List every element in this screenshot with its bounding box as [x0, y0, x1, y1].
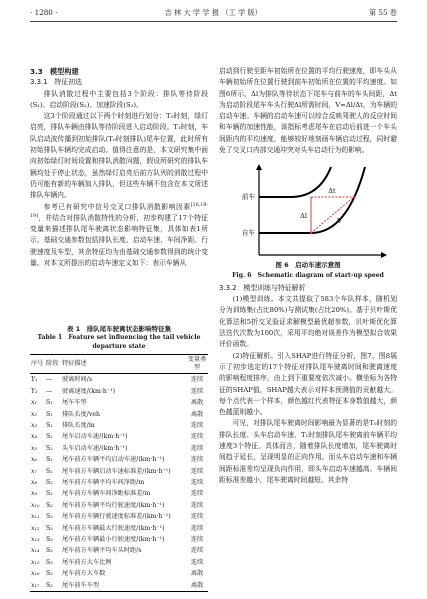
stage-cell: S₃	[46, 501, 53, 509]
table-row	[30, 409, 208, 420]
y-axis-arrow	[256, 164, 262, 170]
feature-description-cell: 尾车前车车型	[62, 581, 100, 589]
front-car-curve	[259, 167, 331, 197]
citation: [16,18-19]	[30, 202, 208, 219]
feature-description-cell: 尾车前方车辆平均行驶速度/(km·h⁻¹)	[62, 501, 165, 509]
table-block	[30, 321, 208, 592]
paragraph-training: (1)模型训练。本文共提取了583个车队样本，随机划分为训练集(占比80%)与测试集(占比20%)。基于贝叶斯优化算法和5折交叉验证求解模型最优超参数，贝叶斯优化算法迭代次数为100次，采用平均绝对误差作为模型拟合效果评价函数。	[219, 295, 397, 349]
table-row	[30, 557, 208, 568]
feature-symbol-cell: x₁	[31, 399, 37, 407]
variable-type-cell: 连续	[190, 558, 204, 566]
table-row	[30, 431, 208, 442]
feature-description-cell: 尾车前方大车数	[62, 570, 106, 578]
stage-cell: S₂	[46, 478, 53, 486]
stage-cell: S₂	[46, 467, 53, 475]
table-row	[30, 386, 208, 397]
feature-symbol-cell: x₆	[31, 456, 37, 464]
variable-type-cell: 连续	[190, 478, 204, 486]
feature-symbol-cell: x₁₇	[31, 581, 40, 589]
stage-cell: —	[46, 387, 53, 395]
feature-description-cell: 驶离速度/(km·h⁻¹)	[62, 387, 115, 395]
paragraph-analysis: (2)特征解析。引入SHAP进行特征分析，图7、图8展示了初步选定的17个特征对排队尾车驶离时间和驶离速度的影响程度排序，由上到下重要度依次减小。横坐标为各特征的SHAP值，SHAP越大表示对样本预测值的贡献越大。每个点代表一个样本，颜色越红代表特征本身数值越大，颜色越蓝则越小。	[219, 351, 397, 417]
paragraph-stages: 排队消散过程中主要包括3个阶段：排队等待阶段(S₁)、启动阶段(S₂)、加速阶段(S₃)。	[30, 89, 208, 109]
feature-symbol-cell: x₈	[31, 478, 37, 486]
delta-l-label: Δl	[300, 212, 307, 221]
feature-description-cell: 尾车前方大车比例	[62, 558, 112, 566]
stage-cell: S₃	[46, 581, 53, 589]
variable-type-cell: 连续	[190, 433, 204, 441]
feature-symbol-cell: x₉	[31, 490, 37, 498]
table-row	[30, 420, 208, 431]
table-caption-en-line1: Table 1 Feature set influencing the tail vehicle	[37, 334, 201, 342]
front-car-label: 前车	[241, 193, 255, 202]
feature-description-cell: 尾车前方车辆车间净距标准差/m	[62, 490, 151, 498]
feature-symbol-cell: x₃	[31, 421, 37, 429]
variable-type-cell: 离散	[190, 399, 204, 407]
paragraph-text: 参考已有研究中信号交叉口排队消散影响因素	[43, 202, 191, 211]
stage-cell: S₃	[46, 535, 53, 543]
figure-caption-en: Fig. 6 Schematic diagram of start-up speed	[232, 271, 384, 279]
feature-description-cell: 头车启动车速/(km·h⁻¹)	[62, 444, 128, 452]
figure-6	[219, 163, 397, 280]
feature-description-cell: 尾车前方车辆最小行驶速度/(km·h⁻¹)	[62, 535, 165, 543]
feature-symbol-cell: x₁₀	[31, 501, 40, 509]
table-row	[30, 523, 208, 534]
stage-cell: S₃	[46, 547, 53, 555]
table-caption-cn: 表 1 排队尾车驶离状态影响特征集	[66, 325, 172, 334]
table-header-stage: 阶段	[45, 355, 61, 374]
feature-symbol-cell: x₁₆	[31, 570, 40, 578]
variable-type-cell: 连续	[190, 535, 204, 543]
left-text-block	[30, 66, 208, 321]
table-row	[30, 545, 208, 556]
variable-type-cell: 离散	[190, 570, 204, 578]
right-column	[219, 66, 397, 592]
stage-cell: S₂	[46, 490, 53, 498]
table-header-description: 特征描述	[61, 355, 186, 374]
paragraph-features	[30, 202, 208, 270]
table-row	[30, 488, 208, 499]
table-body	[30, 374, 208, 592]
feature-symbol-cell: x₅	[31, 444, 37, 452]
feature-description-cell: 尾车前方车辆平均启动车速/(km·h⁻¹)	[62, 456, 165, 464]
feature-symbol-cell: Y₂	[31, 387, 38, 395]
variable-type-cell: 连续	[190, 387, 204, 395]
stage-cell: S₃	[46, 558, 53, 566]
section-heading: 3.3 模型构建	[30, 67, 79, 76]
variable-type-cell: 连续	[190, 376, 204, 384]
stage-cell: S₁	[46, 399, 53, 407]
variable-type-cell: 连续	[190, 490, 204, 498]
variable-type-cell: 连续	[190, 513, 204, 521]
feature-symbol-cell: x₇	[31, 467, 37, 475]
variable-type-cell: 离散	[190, 581, 204, 589]
feature-description-cell: 排队长度/m	[62, 421, 95, 429]
table-row	[30, 374, 208, 386]
feature-symbol-cell: x₄	[31, 433, 37, 441]
start-point	[310, 232, 313, 235]
feature-symbol-cell: x₁₁	[31, 513, 40, 521]
table-row	[30, 511, 208, 522]
variable-type-cell: 连续	[190, 444, 204, 452]
left-column	[30, 66, 208, 592]
feature-symbol-cell: x₁₂	[31, 524, 40, 532]
table-row	[30, 568, 208, 579]
subsection-heading: 3.3.1 特征初选	[30, 78, 82, 87]
table-row	[30, 443, 208, 454]
stage-cell: —	[46, 376, 53, 384]
feature-description-cell: 尾车前方车辆平均车头时距/s	[62, 547, 142, 555]
ego-car-curve	[259, 167, 365, 233]
table-header-row	[30, 355, 208, 374]
paragraph-continued: 启动到行驶至距车初始所在位置的平均行驶速度，即车头从车辆初始所在位置行驶到前车初始所在位置的平均速度。如图6所示，Δl为排队等待状态下尾车与前车的车头间距，Δt为启动阶段尾车车头行驶Δl所需时间，V=Δl/Δt，为车辆的启动车速。车辆的启动车速可以综合反映驾驶人的反应时间和车辆的加速性能，该指标考虑尾车在启动后前进一个车头间距内的平均速度，能够较好地刻画车辆启动过程，同时避免了交叉口内部交通冲突对头车启动行为的影响。	[219, 67, 397, 155]
stage-cell: S₁	[46, 410, 53, 418]
feature-table	[30, 354, 208, 592]
volume-number: 第 55 卷	[368, 8, 397, 17]
feature-description-cell: 尾车前方车辆最大行驶速度/(km·h⁻¹)	[62, 524, 165, 532]
variable-type-cell: 连续	[190, 547, 204, 555]
table-row	[30, 534, 208, 545]
speed-line	[311, 197, 354, 233]
feature-description-cell: 尾车前方车辆启动车速标准差/(km·h⁻¹)	[62, 467, 171, 475]
feature-symbol-cell: x₁₄	[31, 547, 40, 555]
variable-type-cell: 连续	[190, 524, 204, 532]
table-row	[30, 580, 208, 592]
paragraph-findings: 可见，对排队尾车驶离时间影响最为显著的是T₀时刻的排队长度、头车启动车速、T₁时刻排队尾车驶离前车辆平均速度3个特征。具体而言，随着排队长度增加，尾车驶离时间趋于延长，呈现明显的正向作用。而头车启动车速和车辆间距标准差均呈现负向作用，即头车启动车速越高、车辆间距标准差越小，尾车驶离时间越短。其余特	[219, 419, 397, 484]
table-header-symbol: 序号	[30, 355, 45, 374]
table-row	[30, 477, 208, 488]
start-up-speed-diagram	[219, 163, 397, 259]
feature-symbol-cell: x₁₅	[31, 558, 40, 566]
table-row	[30, 466, 208, 477]
stage-cell: S₂	[46, 444, 53, 452]
page-number: · 1280 ·	[30, 8, 58, 17]
table-caption-en-line2: departure state	[92, 342, 146, 350]
table-row	[30, 454, 208, 465]
running-header	[30, 6, 397, 22]
stage-cell: S₃	[46, 524, 53, 532]
variable-type-cell: 连续	[190, 456, 204, 464]
feature-description-cell: 尾车前方车辆行驶速度标准差/(km·h⁻¹)	[62, 513, 171, 521]
feature-description-cell: 尾车前方车辆平均车间净距/m	[62, 478, 145, 486]
stage-cell: S₃	[46, 513, 53, 521]
paragraph-division: 这3个阶段通过以下两个时刻进行划分：T₀时刻，绿灯启亮，排队车辆由排队等待阶段进入启动阶段。T₁时刻，车队启动波传播到初始排队(T₀时刻排队)尾车位置，此时所有初始排队车辆均完成启动。值得注意的是，本文研究集中面向初始绿灯时间设置和排队消散问题，假设所研究的排队车辆均处于停止状态，虽然绿灯启亮后前方队列的消散过程中仍可能有新的车辆加入排队，但这些车辆不包含在本文所述排队车辆内。	[30, 112, 208, 200]
stage-cell: S₂	[46, 456, 53, 464]
variable-type-cell: 连续	[190, 501, 204, 509]
stage-cell: S₂	[46, 433, 53, 441]
table-row	[30, 500, 208, 511]
end-point	[353, 196, 356, 199]
x-axis-arrow	[381, 252, 387, 258]
feature-symbol-cell: x₁₃	[31, 535, 40, 543]
feature-description-cell: 尾车启动车速/(km·h⁻¹)	[62, 433, 128, 441]
stage-cell: S₁	[46, 421, 53, 429]
journal-title: 吉 林 大 学 学 报 （工 学 版）	[164, 8, 262, 17]
stage-cell: S₃	[46, 570, 53, 578]
table-row	[30, 397, 208, 408]
variable-type-cell: 连续	[190, 421, 204, 429]
paragraph-text: ，并结合对排队消散特性的分析，初步构建了17个特征变量来描述排队尾车驶离状态影响特征集，具体如表1所示。基础交通参数包括排队长度、启动车速、车间净距、行驶速度及车型，其余特征均为由基础交通参数得到的统计变量。对本文所提出的启动车速定义如下：表示车辆从	[30, 213, 208, 268]
speed-label: V	[337, 217, 342, 226]
subsection-heading: 3.3.2 模型训练与特征解析	[219, 283, 306, 292]
variable-type-cell: 离散	[190, 410, 204, 418]
feature-symbol-cell: x₂	[31, 410, 37, 418]
feature-description-cell: 驶离时间/s	[62, 376, 93, 384]
feature-description-cell: 排队长度/veh	[62, 410, 100, 418]
delta-t-label: Δt	[328, 187, 336, 196]
feature-description-cell: 尾车车型	[62, 399, 87, 407]
ego-car-label: 自车	[241, 229, 255, 238]
table-header-variable-type: 变量类型	[186, 355, 208, 374]
figure-caption-cn: 图 6 启动车速示意图	[275, 261, 341, 270]
variable-type-cell: 连续	[190, 467, 204, 475]
feature-symbol-cell: Y₁	[31, 376, 38, 384]
